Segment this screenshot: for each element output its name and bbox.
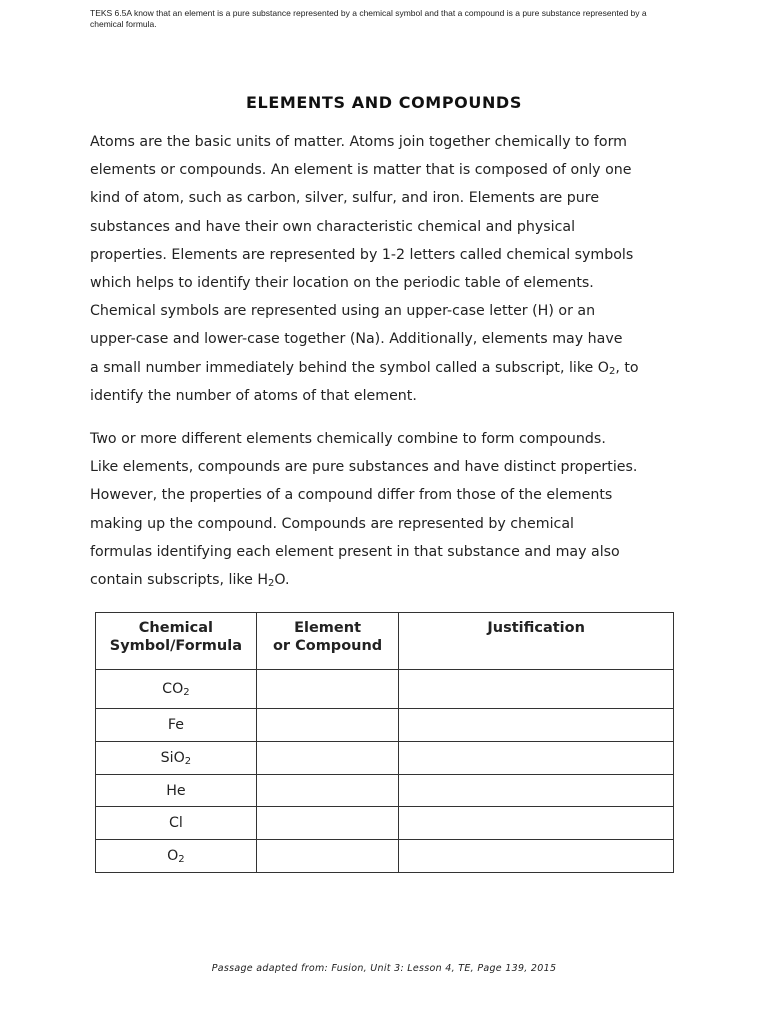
cell-element-or-compound[interactable] bbox=[256, 840, 399, 873]
header-text: Justification bbox=[487, 620, 585, 636]
symbol-text: Fe bbox=[167, 717, 184, 733]
cell-element-or-compound[interactable] bbox=[256, 670, 399, 709]
line-text: contain subscripts, like H bbox=[90, 572, 269, 589]
cell-element-or-compound[interactable] bbox=[256, 775, 399, 807]
teks-line-1: TEKS 6.5A know that an element is a pure substance represented by a chemical symbol and that a compound is a pure substance represented by a bbox=[90, 8, 647, 18]
header-justification bbox=[399, 613, 674, 670]
line-text: O. bbox=[274, 572, 290, 589]
source-citation: Passage adapted from: Fusion, Unit 3: Lesson 4, TE, Page 139, 2015 bbox=[211, 963, 557, 974]
paragraph-line: Two or more different elements chemically combine to form compounds. bbox=[90, 431, 606, 447]
symbol-text: CO bbox=[162, 681, 184, 697]
cell-symbol bbox=[96, 840, 257, 873]
subscript: 2 bbox=[608, 365, 616, 377]
header-text: or Compound bbox=[272, 638, 383, 654]
subscript: 2 bbox=[184, 756, 192, 767]
paragraph-line: elements or compounds. An element is matter that is composed of only one bbox=[90, 162, 632, 179]
table-row bbox=[96, 742, 674, 775]
header-symbol-formula bbox=[96, 613, 257, 670]
paragraph-line: However, the properties of a compound differ from those of the elements bbox=[90, 487, 613, 504]
paragraph-line bbox=[90, 566, 690, 594]
subscript: 2 bbox=[178, 854, 185, 865]
page-title: ELEMENTS AND COMPOUNDS bbox=[246, 93, 522, 112]
paragraph-line: Chemical symbols are represented using an upper-case letter (H) or an bbox=[90, 303, 596, 320]
table-row bbox=[96, 807, 674, 840]
cell-symbol bbox=[96, 709, 257, 742]
cell-justification[interactable] bbox=[399, 840, 674, 873]
cell-justification[interactable] bbox=[399, 742, 674, 775]
paragraph-line: upper-case and lower-case together (Na). Additionally, elements may have bbox=[90, 331, 623, 348]
table-body bbox=[96, 670, 674, 873]
symbol-text: O bbox=[167, 848, 179, 864]
paragraph-line: kind of atom, such as carbon, silver, sulfur, and iron. Elements are pure bbox=[90, 190, 600, 207]
paragraph-line: Atoms are the basic units of matter. Atoms join together chemically to form bbox=[90, 134, 627, 150]
table-row bbox=[96, 840, 674, 873]
symbol-text: He bbox=[166, 782, 186, 799]
table-row bbox=[96, 670, 674, 709]
cell-element-or-compound[interactable] bbox=[256, 709, 399, 742]
cell-element-or-compound[interactable] bbox=[256, 742, 399, 775]
paragraph-line: Like elements, compounds are pure substances and have distinct properties. bbox=[90, 459, 638, 476]
table-row bbox=[96, 775, 674, 807]
cell-element-or-compound[interactable] bbox=[256, 807, 399, 840]
paragraph-line: making up the compound. Compounds are represented by chemical bbox=[90, 515, 574, 532]
paragraph-line: which helps to identify their location on the periodic table of elements. bbox=[90, 275, 594, 292]
cell-justification[interactable] bbox=[399, 670, 674, 709]
cell-symbol bbox=[96, 775, 257, 807]
paragraph-compounds bbox=[90, 425, 690, 594]
cell-symbol bbox=[96, 807, 257, 840]
table-header-row bbox=[96, 613, 674, 670]
line-text: , to bbox=[615, 359, 639, 376]
paragraph-line: formulas identifying each element present in that substance and may also bbox=[90, 543, 620, 560]
cell-symbol bbox=[96, 742, 257, 775]
header-text: Chemical bbox=[138, 620, 213, 636]
header-text: Symbol/Formula bbox=[109, 638, 242, 654]
header-text: Element bbox=[294, 620, 362, 636]
teks-standard bbox=[90, 8, 690, 30]
table-row bbox=[96, 709, 674, 742]
line-text: a small number immediately behind the symbol called a subscript, like O bbox=[90, 359, 609, 376]
teks-line-2: chemical formula. bbox=[90, 19, 157, 29]
paragraph-line: identify the number of atoms of that element. bbox=[90, 387, 417, 404]
symbol-text: SiO bbox=[160, 750, 185, 766]
paragraph-elements bbox=[90, 128, 690, 410]
cell-symbol bbox=[96, 670, 257, 709]
paragraph-line bbox=[90, 354, 690, 382]
symbol-text: Cl bbox=[168, 815, 183, 831]
paragraph-line: properties. Elements are represented by 1-2 letters called chemical symbols bbox=[90, 246, 634, 263]
cell-justification[interactable] bbox=[399, 775, 674, 807]
cell-justification[interactable] bbox=[399, 709, 674, 742]
header-element-or-compound bbox=[256, 613, 399, 670]
cell-justification[interactable] bbox=[399, 807, 674, 840]
subscript: 2 bbox=[268, 578, 275, 590]
paragraph-line: substances and have their own characteristic chemical and physical bbox=[90, 218, 576, 235]
classification-table bbox=[95, 612, 674, 873]
subscript: 2 bbox=[183, 687, 190, 698]
